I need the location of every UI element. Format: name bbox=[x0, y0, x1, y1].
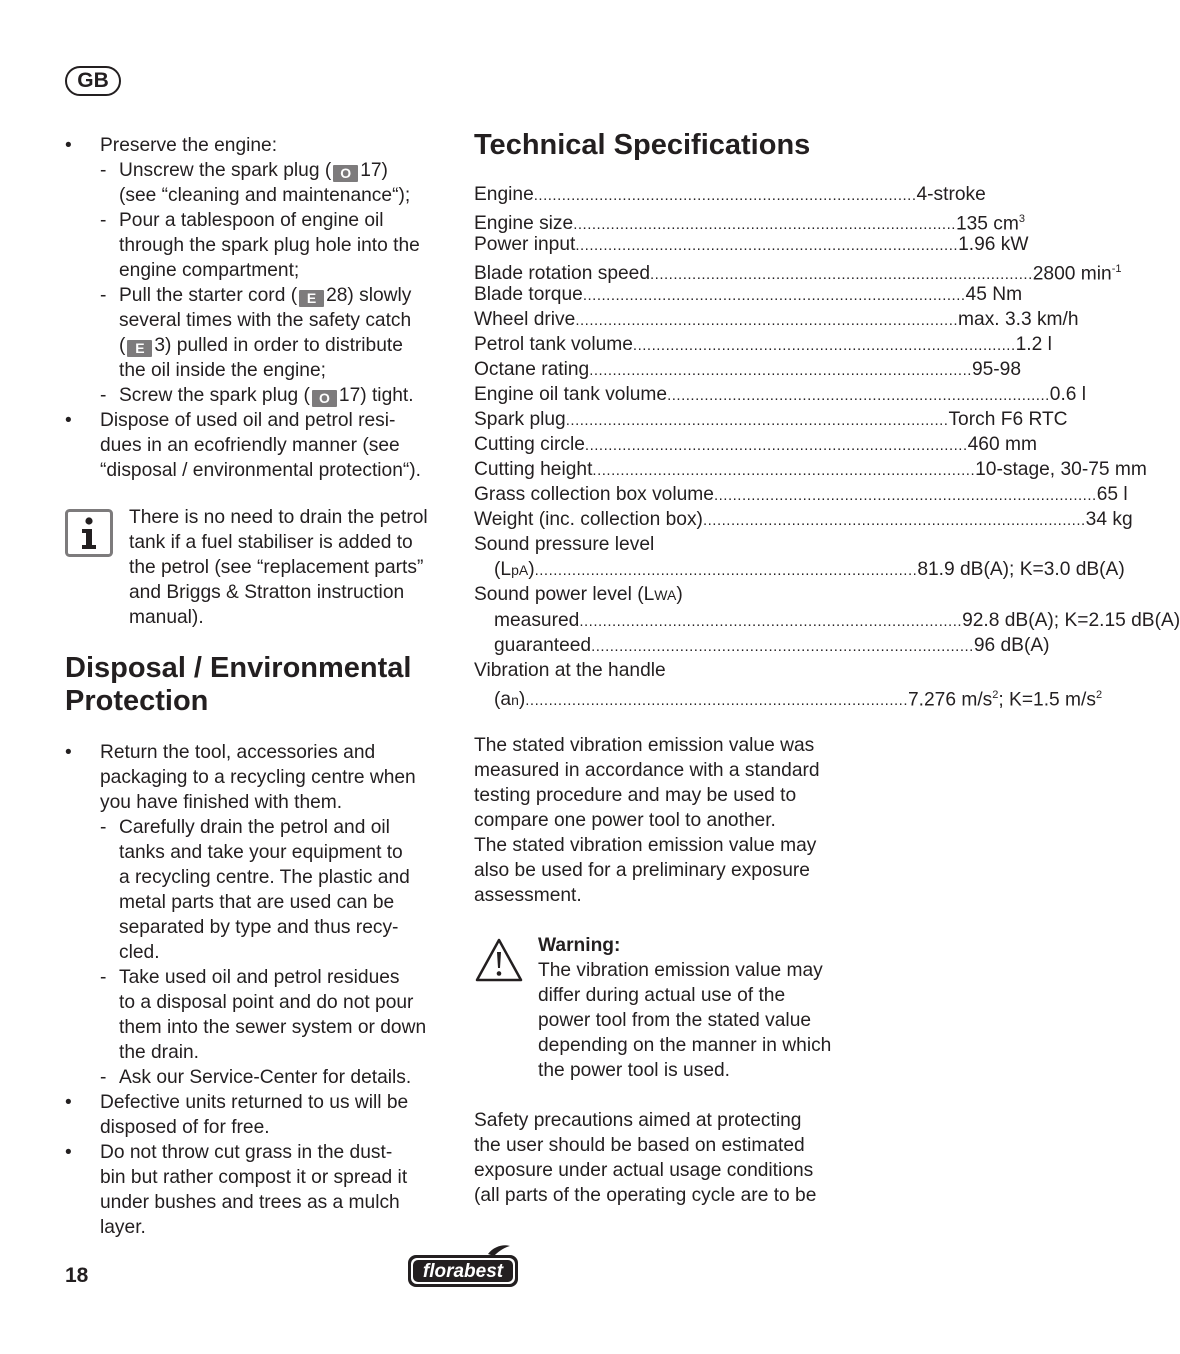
part-code-badge: O bbox=[333, 165, 358, 182]
list-item: • Preserve the engine: bbox=[65, 135, 278, 156]
part-code-badge: O bbox=[312, 390, 337, 407]
part-code-badge: E bbox=[299, 290, 324, 307]
list-item: - Carefully drain the petrol and oil tanks and take your equipment to a recycling centre. The plastic and metal parts that are used can be separated by type and thus recy- cled. bbox=[100, 817, 410, 963]
spec-row-power-input: Power input .................................................................................. 1.96 kW bbox=[474, 234, 1029, 255]
spec-row-guaranteed: guaranteed .................................................................................. 96 dB(A) bbox=[494, 635, 1050, 656]
info-note: There is no need to drain the petrol tank if a fuel stabiliser is added to the petrol (see “replacement parts” and Briggs & Stratton instruction manual). bbox=[65, 505, 455, 630]
list-item: • Return the tool, accessories and packaging to a recycling centre when you have finished with them. bbox=[65, 742, 416, 813]
florabest-logo bbox=[406, 1244, 520, 1290]
spec-list bbox=[474, 182, 1180, 711]
list-item: - Ask our Service-Center for details. bbox=[100, 1067, 412, 1088]
svg-text:florabest: florabest bbox=[422, 1261, 504, 1282]
spec-row-engine-size: Engine size .................................................................................. 135 $cm^3$ bbox=[474, 213, 1025, 235]
spec-row-sound-pressure: (LpA) .................................................................................. 81.9 dB(A); K=3.0 dB(A) bbox=[494, 559, 1125, 580]
spec-row-wheel-drive: Wheel drive .................................................................................. max. 3.3 km/h bbox=[474, 309, 1079, 330]
list-item: - Unscrew the spark plug ( O 17) (see “cleaning and maintenance“); bbox=[100, 160, 411, 206]
warning-triangle-icon bbox=[474, 937, 524, 983]
spec-row-cutting-circle: Cutting circle .................................................................................. 460 mm bbox=[474, 434, 1037, 455]
list-item: • Dispose of used oil and petrol resi- dues in an ecofriendly manner (see “disposal / environmental protection“). bbox=[65, 410, 422, 481]
list-item: - Take used oil and petrol residues to a disposal point and do not pour them into the sewer system or down the drain. bbox=[100, 967, 427, 1063]
spec-row-weight: Weight (inc. collection box) .................................................................................. 34 kg bbox=[474, 509, 1133, 530]
list-item: • Defective units returned to us will be disposed of for free. bbox=[65, 1092, 409, 1138]
list-item: - Pour a tablespoon of engine oil through the spark plug hole into the engine compartment; bbox=[100, 210, 420, 281]
warning-note: Warning: The vibration emission value may differ during actual use of the power tool from the stated value depending on the manner in which the power tool is used. bbox=[474, 933, 858, 1083]
spec-row-octane: Octane rating .................................................................................. 95-98 bbox=[474, 359, 1022, 380]
page-number: 18 bbox=[65, 1264, 89, 1287]
section-heading-technical-specifications: Technical Specifications bbox=[474, 129, 811, 161]
section-heading-disposal: Disposal / Environmental Protection bbox=[65, 652, 412, 717]
spec-row-blade-torque: Blade torque .................................................................................. 45 Nm bbox=[474, 284, 1023, 305]
safety-paragraph: Safety precautions aimed at protecting the user should be based on estimated exposure under actual usage conditions (all parts of the operating cycle are to be bbox=[474, 1110, 817, 1206]
part-code-badge: E bbox=[127, 340, 152, 357]
language-badge: GB bbox=[65, 66, 121, 96]
spec-heading-sound-power: Sound power level (LWA) bbox=[474, 584, 683, 605]
spec-row-vibration: (an) .................................................................................. 7.276 $m/s^2$; K=1.5 $m/s^2$ bbox=[494, 689, 1103, 711]
vibration-paragraph: The stated vibration emission value was measured in accordance with a standard testing procedure and may be used to compare one power tool to another. The stated vibration emission value may also be used for a preliminary exposure assessment. bbox=[474, 735, 820, 906]
left-column bbox=[65, 133, 455, 1240]
spec-row-grass-box: Grass collection box volume .................................................................................. 65 l bbox=[474, 484, 1128, 505]
spec-row-blade-speed: Blade rotation speed .................................................................................. 2800 $\min^{-1}$ bbox=[474, 263, 1122, 285]
spec-heading-sound-pressure: Sound pressure level bbox=[474, 534, 655, 555]
spec-heading-vibration: Vibration at the handle bbox=[474, 660, 666, 681]
spec-row-oil-tank: Engine oil tank volume .................................................................................. 0.6 l bbox=[474, 384, 1087, 405]
spec-row-petrol-tank: Petrol tank volume .................................................................................. 1.2 l bbox=[474, 334, 1052, 355]
spec-row-spark-plug: Spark plug .................................................................................. Torch F6 RTC bbox=[474, 409, 1068, 430]
list-item: - Pull the starter cord ( E 28) slowly several times with the safety catch ( E 3) pulled in order to distribute the oil inside the engine; bbox=[100, 285, 412, 381]
warning-title: Warning: bbox=[538, 935, 621, 956]
info-icon bbox=[65, 509, 113, 557]
list-item: • Do not throw cut grass in the dust- bin but rather compost it or spread it under bushes and trees as a mulch layer. bbox=[65, 1142, 408, 1238]
list-item: - Screw the spark plug ( O 17) tight. bbox=[100, 385, 414, 406]
right-column bbox=[474, 129, 1180, 1208]
spec-row-measured: measured .................................................................................. 92.8 dB(A); K=2.15 dB(A) bbox=[494, 610, 1180, 631]
spec-row-engine: Engine .................................................................................. 4-stroke bbox=[474, 184, 986, 205]
spec-row-cutting-height: Cutting height .................................................................................. 10-stage, 30-75 mm bbox=[474, 459, 1147, 480]
